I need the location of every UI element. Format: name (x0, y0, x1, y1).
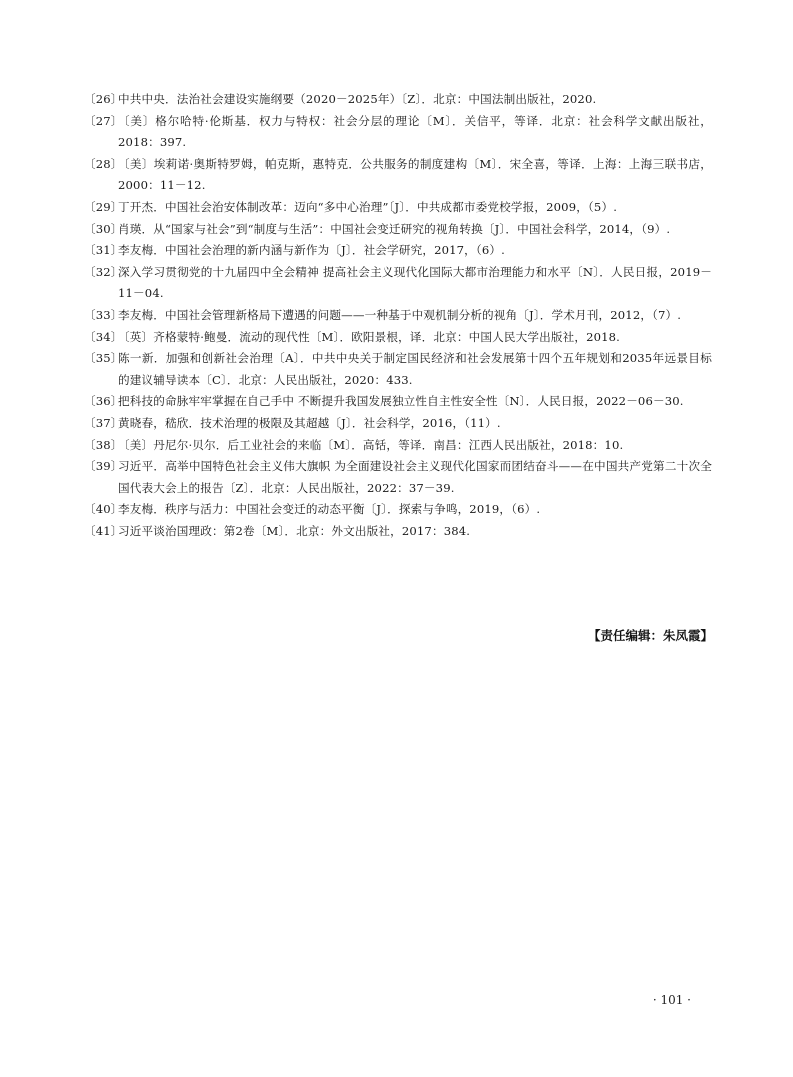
reference-number: 〔34〕 (84, 329, 123, 344)
reference-number: 〔38〕 (84, 437, 123, 452)
page-number: · 101 · (652, 993, 691, 1007)
reference-text: 中共中央．法治社会建设实施纲要（2020－2025年）〔Z〕．北京：中国法制出版社，2020. (118, 92, 597, 106)
reference-number: 〔39〕 (84, 459, 123, 474)
reference-text: 李友梅．中国社会管理新格局下遭遇的问题——一种基于中观机制分析的视角〔J〕．学术月刊，2012，（7）. (118, 307, 682, 322)
reference-text: 深入学习贯彻党的十九届四中全会精神 提高社会主义现代化国际大都市治理能力和水平〔N〕．人民日报，2019－11－04. (118, 264, 712, 301)
reference-text: 陈一新．加强和创新社会治理〔A〕．中共中央关于制定国民经济和社会发展第十四个五年规划和2035年远景目标的建议辅导读本〔C〕．北京：人民出版社，2020：433. (118, 351, 712, 387)
reference-text: 黄晓春，嵇欣．技术治理的极限及其超越〔J〕．社会科学，2016，（11）. (118, 415, 501, 430)
reference-number: 〔37〕 (84, 415, 123, 430)
reference-item-32 (84, 262, 712, 305)
reference-item-33 (84, 305, 712, 327)
reference-item-36 (84, 391, 712, 413)
reference-text: 〔美〕埃莉诺·奥斯特罗姆，帕克斯，惠特克．公共服务的制度建构〔M〕．宋全喜，等译．上海：上海三联书店，2000：11－12. (118, 156, 712, 193)
reference-number: 〔27〕 (84, 113, 123, 128)
reference-number: 〔40〕 (84, 502, 123, 517)
reference-text: 李友梅．中国社会治理的新内涵与新作为〔J〕．社会学研究，2017，（6）. (118, 243, 505, 258)
reference-text: 把科技的命脉牢牢掌握在自己手中 不断提升我国发展独立性自主性安全性〔N〕．人民日报，2022－06－30. (118, 394, 684, 409)
reference-item-27 (84, 111, 712, 154)
responsible-editor-note: 【责任编辑：朱凤霞】 (587, 628, 713, 643)
reference-text: 〔美〕丹尼尔·贝尔．后工业社会的来临〔M〕．高铦，等译．南昌：江西人民出版社，2018：10. (118, 437, 624, 452)
reference-text: 李友梅．秩序与活力：中国社会变迁的动态平衡〔J〕．探索与争鸣，2019，（6）. (118, 502, 541, 517)
reference-number: 〔31〕 (84, 243, 123, 258)
reference-item-41 (84, 521, 712, 543)
reference-item-30 (84, 219, 712, 241)
reference-item-34 (84, 327, 712, 349)
reference-item-38 (84, 435, 712, 457)
reference-number: 〔33〕 (84, 307, 123, 322)
reference-text: 丁开杰．中国社会治安体制改革：迈向“多中心治理”〔J〕．中共成都市委党校学报，2009，（5）. (118, 199, 618, 214)
reference-number: 〔41〕 (84, 523, 123, 538)
reference-item-29 (84, 197, 712, 219)
reference-text: 〔美〕格尔哈特·伦斯基．权力与特权：社会分层的理论〔M〕．关信平，等译．北京：社会科学文献出版社，2018：397. (118, 113, 712, 150)
reference-number: 〔26〕 (84, 92, 123, 106)
reference-number: 〔28〕 (84, 156, 123, 171)
reference-item-39 (84, 456, 712, 499)
reference-text: 肖瑛．从“国家与社会”到“制度与生活”：中国社会变迁研究的视角转换〔J〕．中国社会科学，2014，（9）. (118, 221, 671, 236)
reference-item-26 (84, 89, 712, 111)
reference-text: 习近平谈治国理政：第2卷〔M〕．北京：外文出版社，2017：384. (118, 523, 471, 538)
reference-number: 〔35〕 (84, 351, 123, 366)
reference-item-28 (84, 154, 712, 197)
reference-number: 〔29〕 (84, 199, 123, 214)
reference-item-35 (84, 348, 712, 391)
reference-number: 〔30〕 (84, 221, 123, 236)
reference-text: 〔英〕齐格蒙特·鲍曼．流动的现代性〔M〕．欧阳景根，译．北京：中国人民大学出版社，2018. (118, 329, 621, 344)
reference-item-31 (84, 240, 712, 262)
reference-list (84, 89, 712, 542)
reference-number: 〔32〕 (84, 264, 123, 279)
reference-item-37 (84, 413, 712, 435)
reference-item-40 (84, 499, 712, 521)
reference-number: 〔36〕 (84, 394, 123, 409)
reference-text: 习近平．高举中国特色社会主义伟大旗帜 为全面建设社会主义现代化国家而团结奋斗——在中国共产党第二十次全国代表大会上的报告〔Z〕．北京：人民出版社，2022：37－39. (118, 459, 712, 495)
